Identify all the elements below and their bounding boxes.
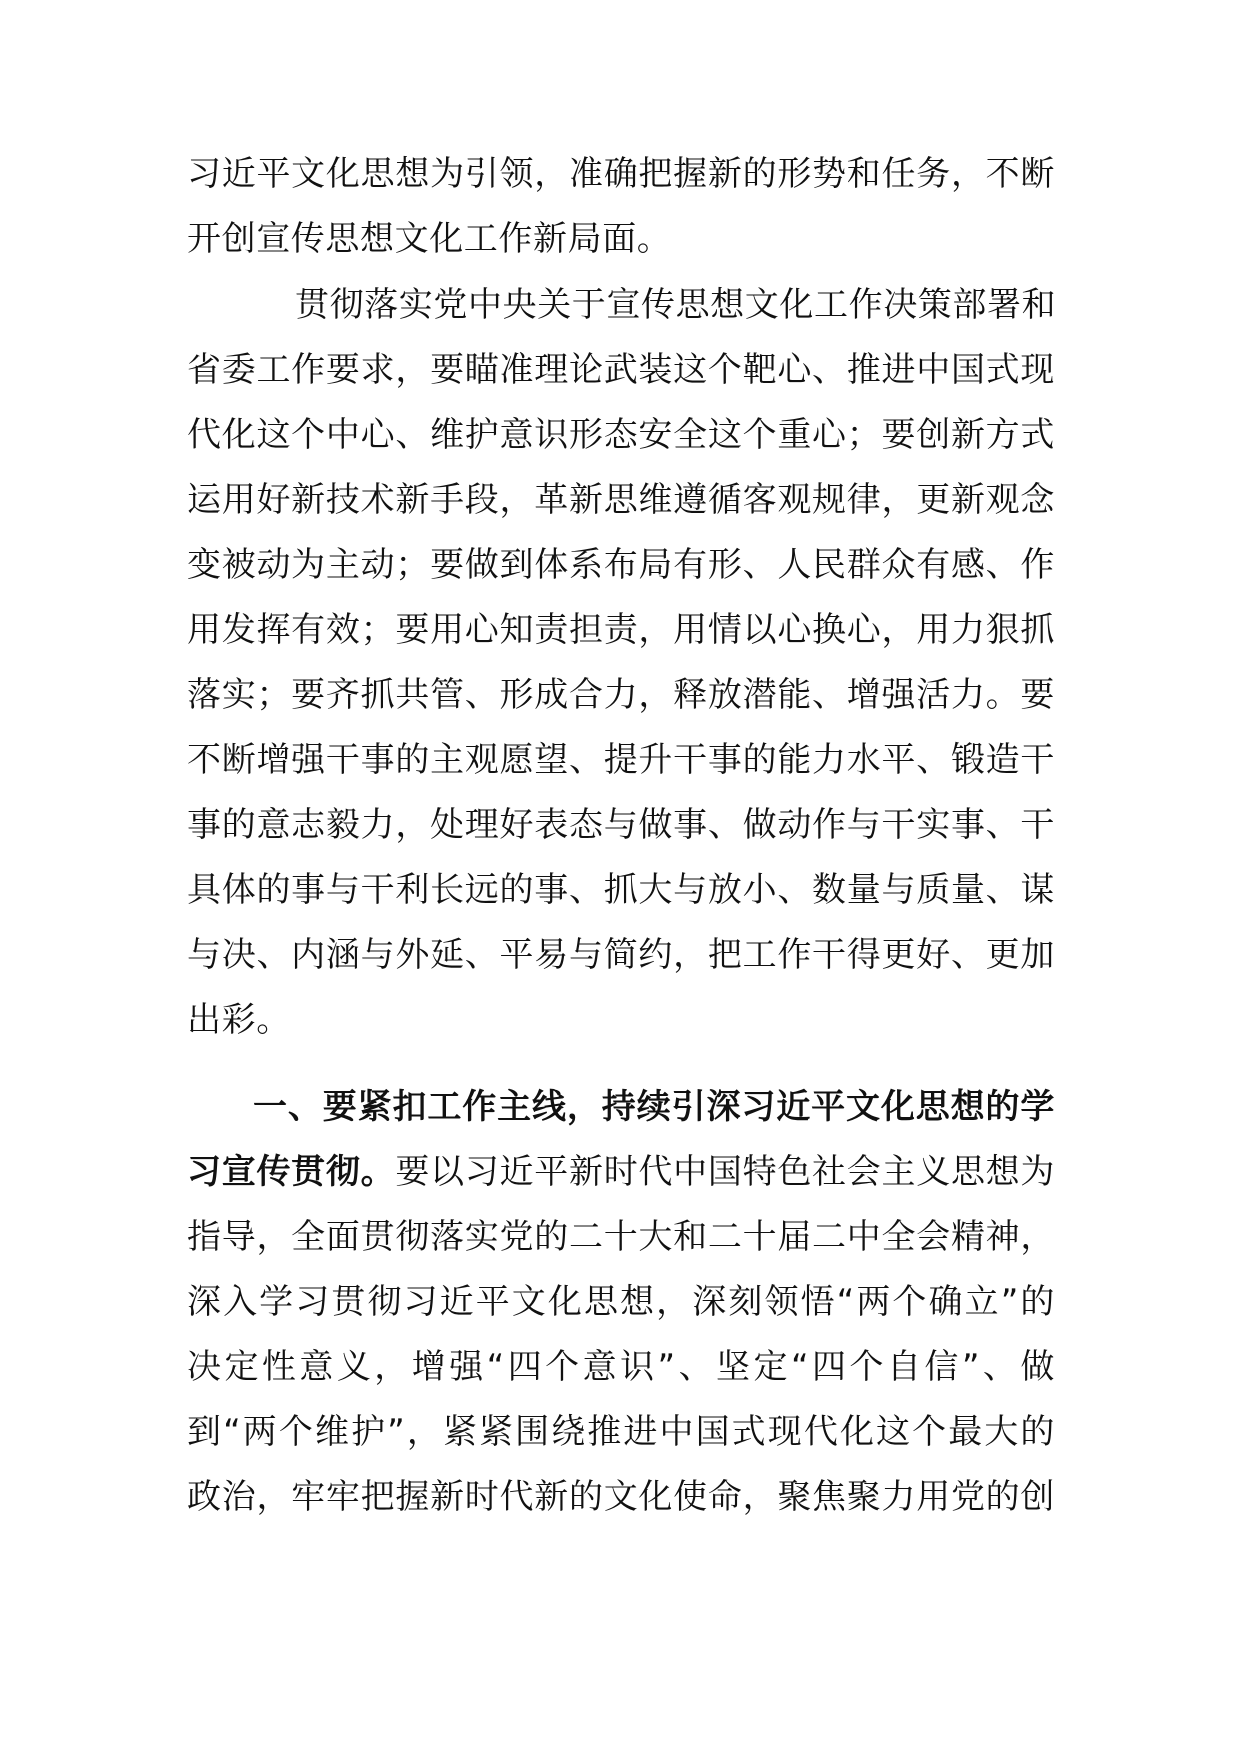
- text-line: 代化这个中心、维护意识形态安全这个重心；要创新方式: [187, 415, 1055, 455]
- text-line: 落实；要齐抓共管、形成合力，释放潜能、增强活力。要: [187, 675, 1055, 715]
- text-line: 事的意志毅力，处理好表态与做事、做动作与干实事、干: [187, 805, 1055, 845]
- section-paragraph: [187, 1075, 1055, 1530]
- text-line: 与决、内涵与外延、平易与简约，把工作干得更好、更加: [187, 935, 1055, 975]
- text-line: 深入学习贯彻习近平文化思想，深刻领悟“两个确立”的: [187, 1282, 1055, 1322]
- text-line: 贯彻落实党中央关于宣传思想文化工作决策部署和: [295, 285, 1057, 325]
- text-run: 要以习近平新时代中国特色社会主义思想为: [395, 1152, 1055, 1192]
- text-line: 决定性意义，增强“四个意识”、坚定“四个自信”、做: [187, 1347, 1055, 1387]
- text-line: 开创宣传思想文化工作新局面。: [187, 219, 672, 259]
- text-line: 到“两个维护”，紧紧围绕推进中国式现代化这个最大的: [187, 1412, 1055, 1452]
- text-line: 运用好新技术新手段，革新思维遵循客观规律，更新观念: [187, 480, 1055, 520]
- text-line: 习近平文化思想为引领，准确把握新的形势和任务，不断: [187, 154, 1055, 194]
- body-paragraph: [187, 273, 1055, 1053]
- intro-paragraph: [187, 142, 1055, 272]
- text-line: 不断增强干事的主观愿望、提升干事的能力水平、锻造干: [187, 740, 1055, 780]
- text-line: 用发挥有效；要用心知责担责，用情以心换心，用力狠抓: [187, 610, 1055, 650]
- text-line: [187, 1140, 1055, 1205]
- text-line: 省委工作要求，要瞄准理论武装这个靶心、推进中国式现: [187, 350, 1055, 390]
- text-line: 具体的事与干利长远的事、抓大与放小、数量与质量、谋: [187, 870, 1055, 910]
- text-line: 政治，牢牢把握新时代新的文化使命，聚焦聚力用党的创: [187, 1477, 1055, 1517]
- text-line: 变被动为主动；要做到体系布局有形、人民群众有感、作: [187, 545, 1055, 585]
- section-heading-end: 习宣传贯彻。: [187, 1152, 396, 1192]
- text-line: 指导，全面贯彻落实党的二十大和二十届二中全会精神，: [187, 1217, 1055, 1257]
- text-line: 出彩。: [187, 1000, 291, 1040]
- section-heading: 一、要紧扣工作主线，持续引深习近平文化思想的学: [253, 1087, 1055, 1127]
